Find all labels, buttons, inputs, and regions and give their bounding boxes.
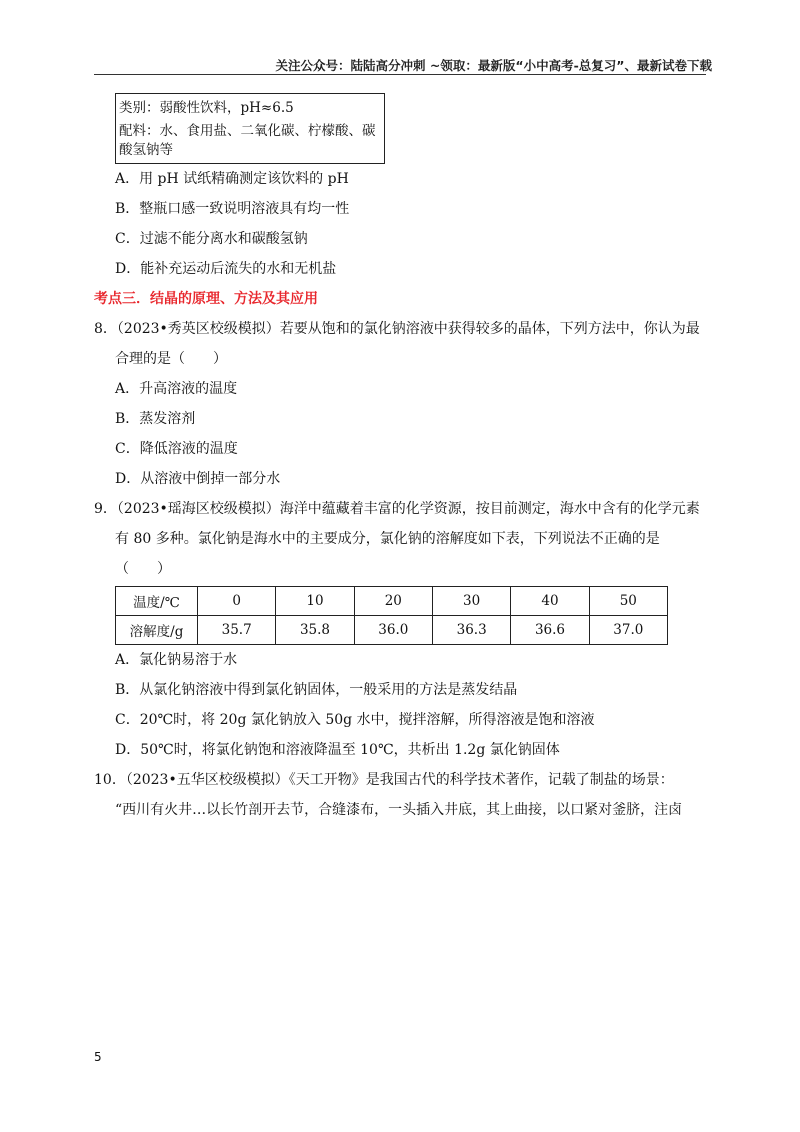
- table-header-temperature: 温度/℃: [116, 587, 198, 616]
- table-cell: 35.7: [198, 616, 276, 645]
- q9-stem-line3: （ ）: [115, 561, 171, 577]
- table-cell: 20: [354, 587, 432, 616]
- q8-option-d: D．从溶液中倒掉一部分水: [115, 471, 281, 487]
- table-cell: 36.6: [511, 616, 589, 645]
- table-row: [116, 616, 668, 645]
- info-box-category: 类别：弱酸性饮料，pH≈6.5: [119, 100, 294, 116]
- q7-option-a: A．用 pH 试纸精确测定该饮料的 pH: [115, 171, 349, 187]
- table-header-solubility: 溶解度/g: [116, 616, 198, 645]
- q9-stem-line2: 有 80 多种。氯化钠是海水中的主要成分，氯化钠的溶解度如下表，下列说法不正确的是: [115, 531, 660, 547]
- q8-option-a: A．升高溶液的温度: [115, 381, 238, 397]
- page-header: 关注公众号：陆陆高分冲刺 ~领取：最新版“小中高考-总复习”、最新试卷下载: [275, 58, 712, 73]
- beverage-info-box: [115, 93, 385, 164]
- q8-stem-line1: 8．（2023•秀英区校级模拟）若要从饱和的氯化钠溶液中获得较多的晶体，下列方法中，你认为最: [94, 321, 700, 337]
- solubility-table: [115, 586, 668, 645]
- q10-stem-line1: 10．（2023•五华区校级模拟）《天工开物》是我国古代的科学技术著作，记载了制盐的场景：: [94, 772, 674, 788]
- table-cell: 40: [511, 587, 589, 616]
- table-row: [116, 587, 668, 616]
- q9-option-c: C．20℃时，将 20g 氯化钠放入 50g 水中，搅拌溶解，所得溶液是饱和溶液: [115, 712, 595, 728]
- table-cell: 37.0: [589, 616, 667, 645]
- table-cell: 0: [198, 587, 276, 616]
- table-cell: 36.3: [432, 616, 510, 645]
- q9-stem-line1: 9．（2023•瑶海区校级模拟）海洋中蕴藏着丰富的化学资源，按目前测定，海水中含有的化学元素: [94, 501, 700, 517]
- q9-option-d: D．50℃时，将氯化钠饱和溶液降温至 10℃，共析出 1.2g 氯化钠固体: [115, 742, 560, 758]
- q7-option-c: C．过滤不能分离水和碳酸氢钠: [115, 231, 308, 247]
- table-cell: 36.0: [354, 616, 432, 645]
- q8-option-c: C．降低溶液的温度: [115, 441, 238, 457]
- table-cell: 30: [432, 587, 510, 616]
- q7-option-d: D．能补充运动后流失的水和无机盐: [115, 261, 337, 277]
- header-divider: [94, 74, 706, 75]
- q8-stem-line2: 合理的是（ ）: [115, 351, 227, 367]
- info-box-ingredients-cont: 酸氢钠等: [119, 142, 173, 158]
- info-box-ingredients: 配料：水、食用盐、二氧化碳、柠檬酸、碳: [119, 123, 376, 139]
- table-cell: 50: [589, 587, 667, 616]
- q8-option-b: B．蒸发溶剂: [115, 411, 196, 427]
- q10-stem-line2: “西川有火井…以长竹剖开去节，合缝漆布，一头插入井底，其上曲接，以口紧对釜脐，注卤: [115, 802, 683, 818]
- table-cell: 10: [276, 587, 354, 616]
- section-title: 考点三．结晶的原理、方法及其应用: [94, 291, 318, 307]
- page-number: 5: [94, 1050, 102, 1064]
- q9-option-b: B．从氯化钠溶液中得到氯化钠固体，一般采用的方法是蒸发结晶: [115, 682, 518, 698]
- q7-option-b: B．整瓶口感一致说明溶液具有均一性: [115, 201, 350, 217]
- table-cell: 35.8: [276, 616, 354, 645]
- q9-option-a: A．氯化钠易溶于水: [115, 652, 238, 668]
